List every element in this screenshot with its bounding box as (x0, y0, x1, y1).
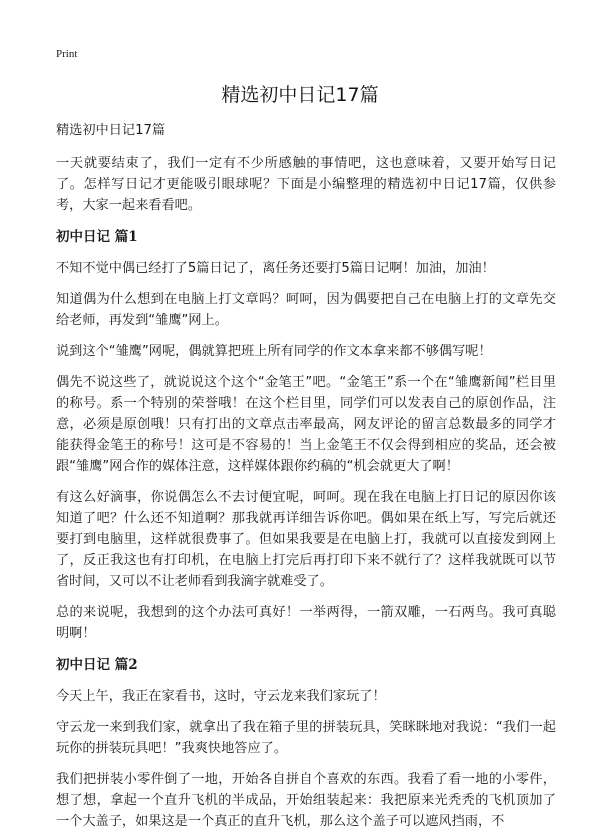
paragraph: 今天上午，我正在家看书，这时，守云龙来我们家玩了！ (56, 689, 386, 704)
section-heading: 初中日记 篇1 (56, 229, 138, 245)
paragraph: 有这么好滴事，你说偶怎么不去讨便宜呢，呵呵。现在我在电脑上打日记的原因你该知道了吧？什么还不知道啊？那我就再详细告诉你吧。偶如果在纸上写，写完后就还要打到电脑里，这样就很费事了。但如果我要是在电脑上打，我就可以直接发到网上了，反正我这也有打印机，在电脑上打完后再打印下来不就行了？这样我就既可以节省时间，又可以不让老师看到我滴字就难受了。 (56, 490, 556, 589)
document-body (56, 120, 556, 828)
document-title: 精选初中日记17篇 (221, 84, 379, 106)
paragraph: 总的来说呢，我想到的这个办法可真好！一举两得，一箭双雕，一石两鸟。我可真聪明啊！ (56, 605, 556, 641)
paragraph: 不知不觉中偶已经打了5篇日记了，离任务还要打5篇日记啊！加油，加油！ (56, 261, 495, 276)
paragraph: 知道偶为什么想到在电脑上打文章吗？呵呵，因为偶要把自己在电脑上打的文章先交给老师，再发到“雏鹰”网上。 (56, 292, 556, 328)
print-label: Print (56, 48, 78, 60)
paragraph: 守云龙一来到我们家，就拿出了我在箱子里的拼装玩具，笑眯眯地对我说：“我们一起玩你的拼装玩具吧！”我爽快地答应了。 (56, 720, 556, 756)
section-heading: 初中日记 篇2 (56, 657, 138, 673)
paragraph: 说到这个“雏鹰”网呢，偶就算把班上所有同学的作文本拿来都不够偶写呢！ (56, 344, 492, 359)
diary-section-2 (56, 654, 556, 828)
paragraph: 偶先不说这些了，就说说这个这个“金笔王”吧。“金笔王”系一个在“雏鹰新闻”栏目里的称号。系一个特别的荣誉哦！在这个栏目里，同学们可以发表自己的原创作品，注意，必须是原创哦！只有打出的文章点击率最高，网友评论的留言总数最多的同学才能获得金笔王的称号！这可是不容易的！当上金笔王不仅会得到相应的奖品，还会被跟“雏鹰”网合作的媒体注意，这样媒体跟你约稿的“机会就更大了啊！ (56, 375, 556, 474)
diary-section-1 (56, 226, 556, 644)
document-subtitle: 精选初中日记17篇 (56, 123, 166, 138)
intro-paragraph: 一天就要结束了，我们一定有不少所感触的事情吧，这也意味着，又要开始写日记了。怎样写日记才更能吸引眼球呢？下面是小编整理的精选初中日记17篇，仅供参考，大家一起来看看吧。 (56, 156, 556, 213)
paragraph: 我们把拼装小零件倒了一地，开始各自拼自个喜欢的东西。我看了看一地的小零件，想了想，拿起一个直升飞机的半成品，开始组装起来：我把原来光秃秃的飞机顶加了一个大盖子，如果这是一个真正的直升飞机，那么这个盖子可以遮风挡雨，不 (56, 772, 556, 828)
